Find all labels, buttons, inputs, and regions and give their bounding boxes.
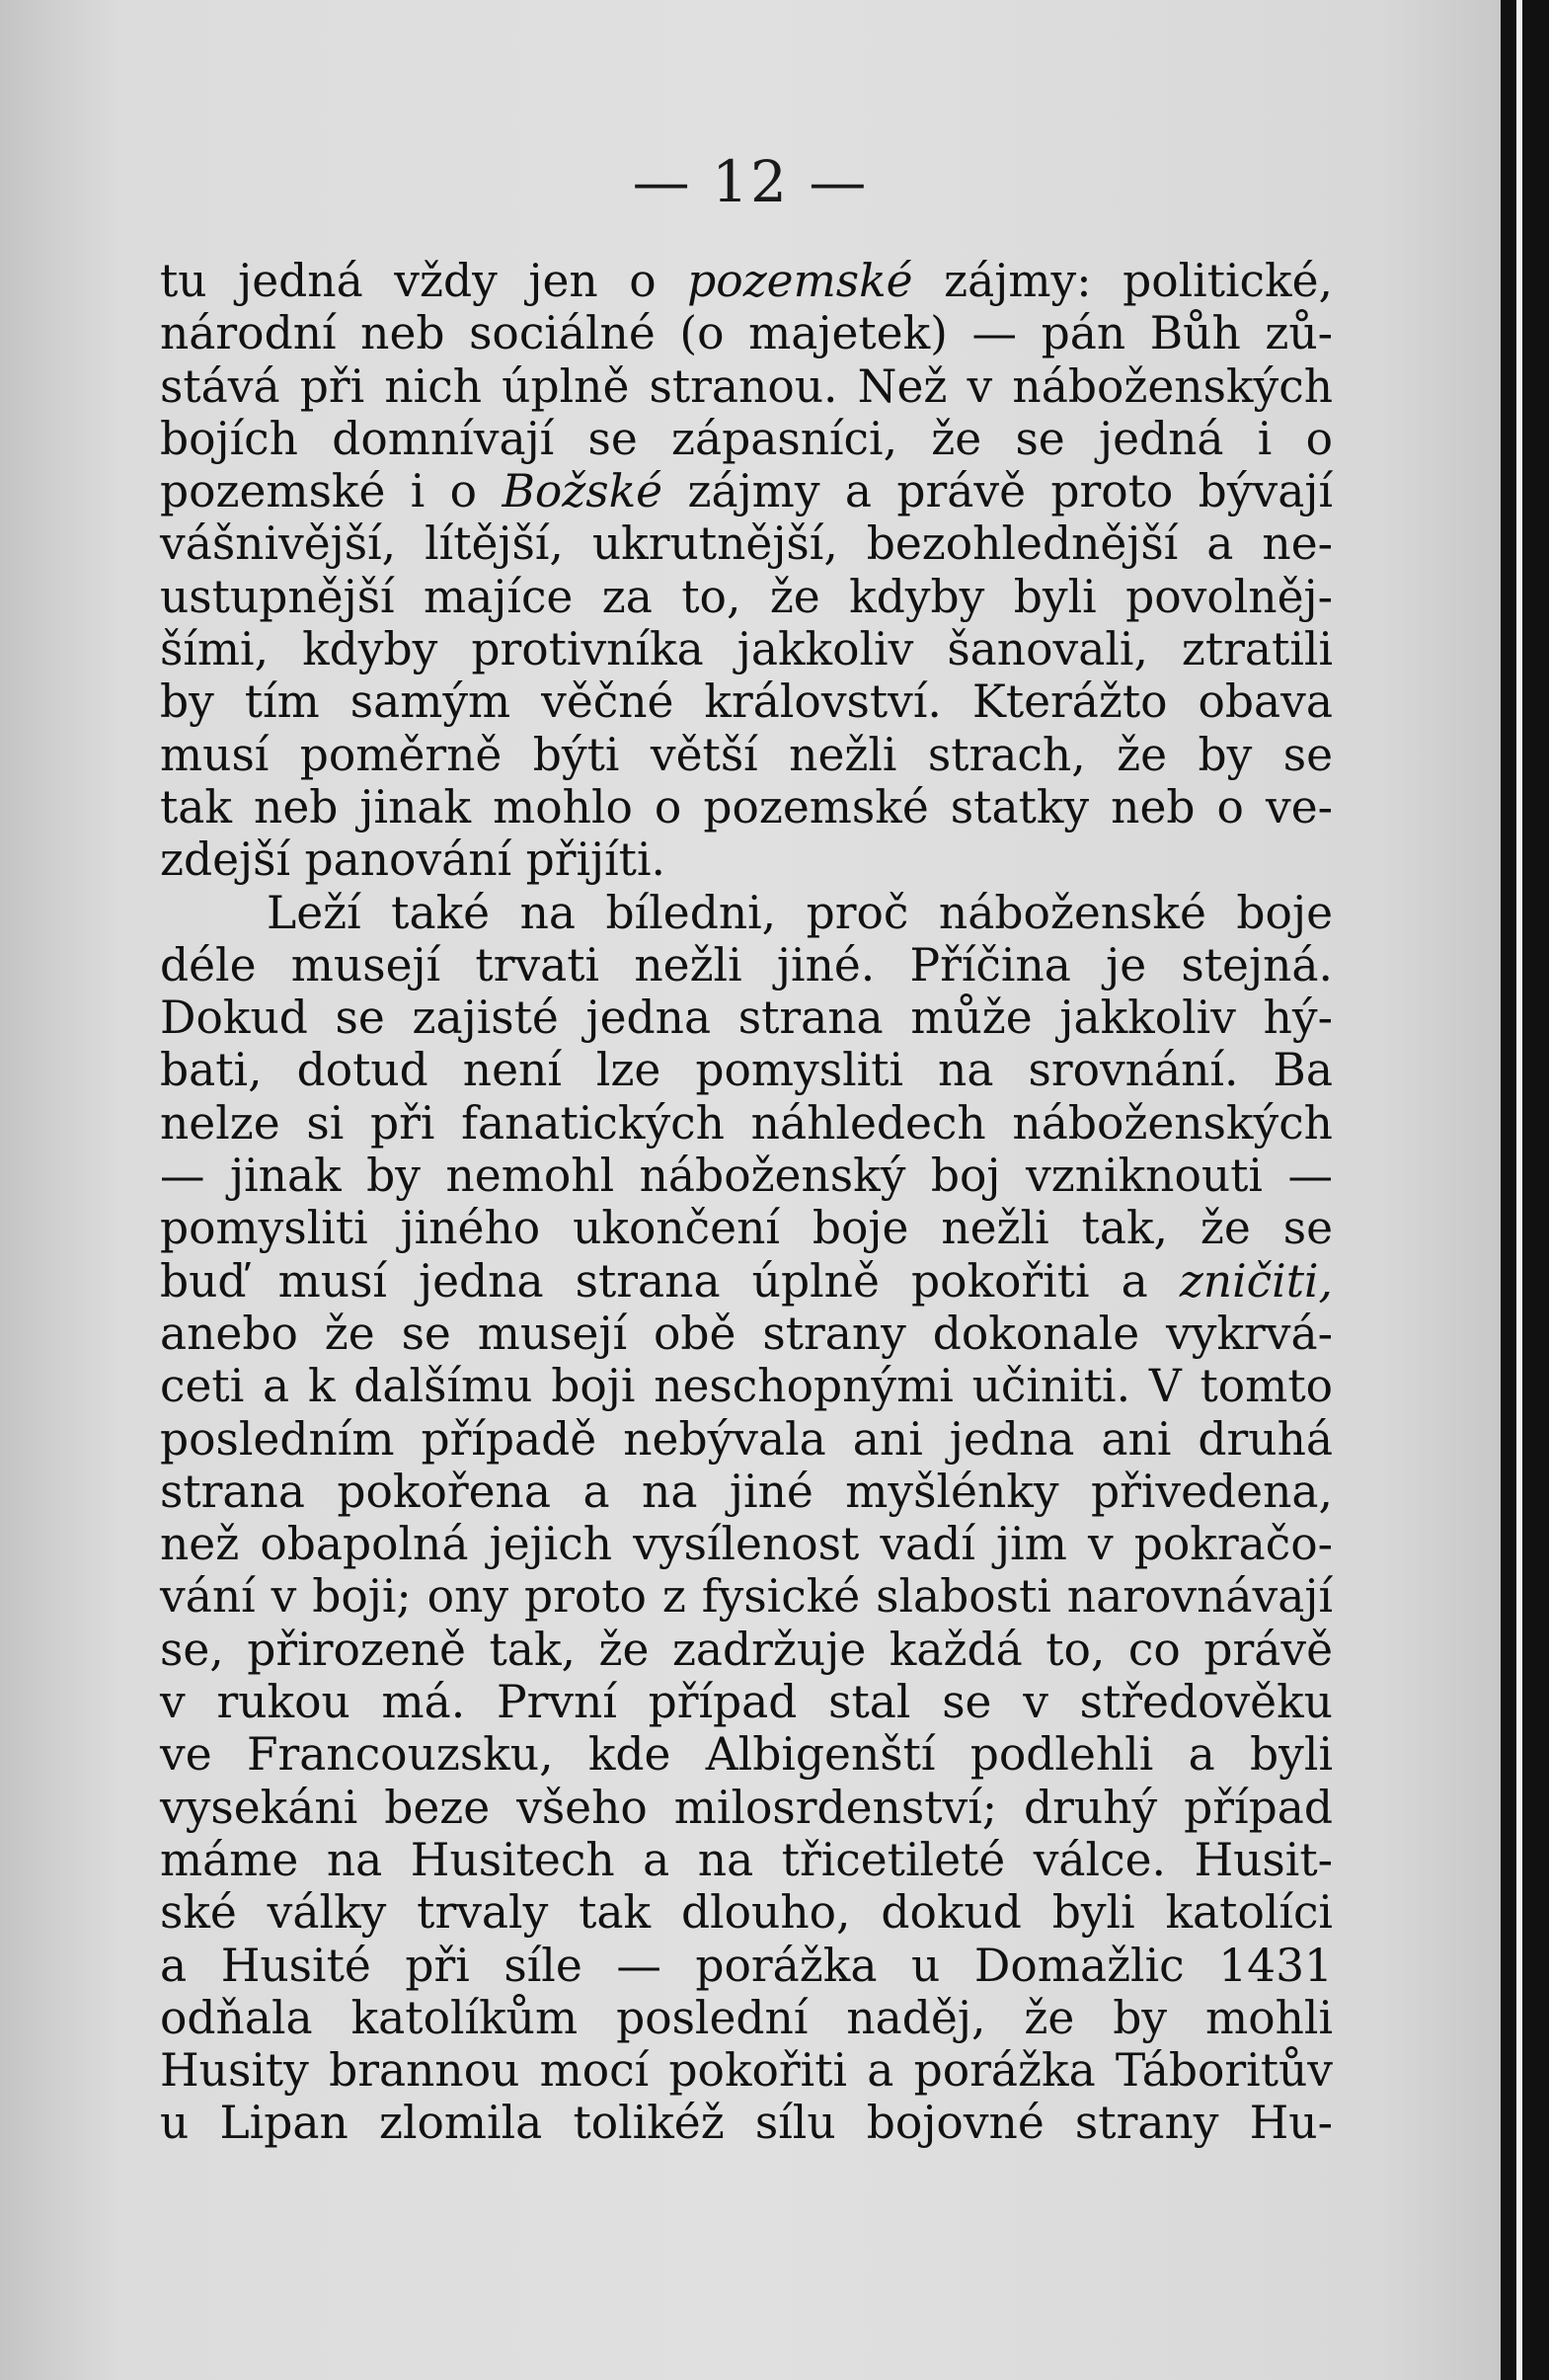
text-line: vášnivější, lítější, ukrutnější, bezohlednější a ne- (160, 517, 1333, 571)
text-line: déle musejí trvati nežli jiné. Příčina je stejná. (160, 938, 1333, 992)
text-line: než obapolná jejich vysílenost vadí jim v pokračo- (160, 1518, 1333, 1571)
text-line: Dokud se zajisté jedna strana může jakkoliv hý- (160, 992, 1333, 1045)
text-line: národní neb sociálné (o majetek) — pán Bůh zů- (160, 307, 1333, 360)
text-line: odňala katolíkům poslední naděj, že by mohli (160, 1991, 1333, 2044)
text-line: tak neb jinak mohlo o pozemské statky neb o ve- (160, 780, 1333, 833)
body-text (160, 255, 1333, 2150)
text-line: anebo že se musejí obě strany dokonale vykrvá- (160, 1307, 1333, 1360)
italic-emphasis: zničiti, (1179, 1254, 1333, 1308)
text-line: ustupnější majíce za to, že kdyby byli povolněj- (160, 570, 1333, 623)
text-line: a Husité při síle — porážka u Domažlic 1431 (160, 1939, 1333, 1992)
next-page-edge (1516, 0, 1522, 2380)
text-line: zdejší panování přijíti. (160, 833, 665, 887)
text-segment: buď musí jedna strana úplně pokořiti a (160, 1254, 1180, 1308)
italic-emphasis: Božské (502, 465, 663, 518)
text-line: by tím samým věčné království. Kterážto obava (160, 675, 1333, 729)
text-line: vání v boji; ony proto z fysické slabosti narovnávají (160, 1570, 1333, 1624)
text-line: posledním případě nebývala ani jedna ani druhá (160, 1412, 1333, 1466)
text-line: strana pokořena a na jiné myšlénky přivedena, (160, 1465, 1333, 1518)
text-segment: pozemské i o (160, 465, 503, 518)
text-segment: zájmy a právě proto bývají (662, 465, 1334, 518)
text-line (160, 1255, 1333, 1308)
text-line: nelze si při fanatických náhledech náboženských (160, 1096, 1333, 1150)
text-segment: tu jedná vždy jen o (160, 255, 688, 307)
text-line: — jinak by nemohl náboženský boj vzniknouti — (160, 1150, 1333, 1203)
text-line: vysekáni beze všeho milosrdenství; druhý případ (160, 1781, 1333, 1834)
text-line: v rukou má. První případ stal se v středověku (160, 1676, 1333, 1729)
text-line: u Lipan zlomila tolikéž sílu bojovné strany Hu- (160, 2097, 1333, 2150)
text-line: pomysliti jiného ukončení boje nežli tak, že se (160, 1202, 1333, 1255)
text-line: bojích domnívají se zápasníci, že se jedná i o (160, 412, 1333, 465)
text-line: máme na Husitech a na třicetileté válce. Husit- (160, 1833, 1333, 1886)
italic-emphasis: pozemské (687, 255, 913, 307)
text-line: ceti a k dalšímu boji neschopnými učiniti. V tomto (160, 1360, 1333, 1413)
text-line: stává při nich úplně stranou. Než v náboženských (160, 359, 1333, 413)
text-segment: zájmy: politické, (912, 255, 1333, 307)
text-line: ské války trvaly tak dlouho, dokud byli katolíci (160, 1886, 1333, 1940)
text-line: šími, kdyby protivníka jakkoliv šanovali, ztratili (160, 623, 1333, 676)
page-number: — 12 — (632, 148, 869, 215)
text-line: ve Francouzsku, kde Albigenští podlehli a byli (160, 1728, 1333, 1782)
text-line: Leží také na bíledni, proč náboženské boje (267, 886, 1333, 939)
text-line: bati, dotud není lze pomysliti na srovnání. Ba (160, 1044, 1333, 1097)
text-line (160, 465, 1333, 517)
text-line: Husity brannou mocí pokořiti a porážka Táboritův (160, 2044, 1333, 2098)
text-line (160, 255, 1333, 307)
text-line: se, přirozeně tak, že zadržuje každá to, co právě (160, 1623, 1333, 1676)
page-gutter (1501, 0, 1549, 2380)
text-line: musí poměrně býti větší nežli strach, že by se (160, 728, 1333, 781)
